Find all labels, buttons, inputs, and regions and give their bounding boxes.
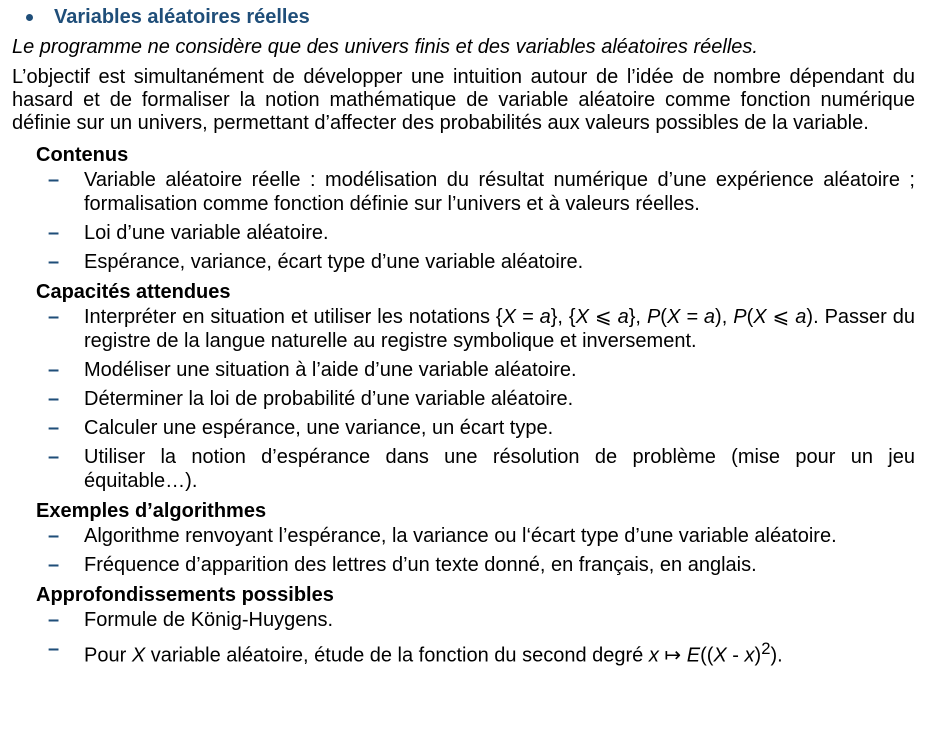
list-item: – Pour X variable aléatoire, étude de la fonction du second degré x ↦ E((X - x)$^2$). bbox=[48, 638, 783, 667]
dash-bullet: – bbox=[48, 638, 60, 660]
section-title-text: Variables aléatoires réelles bbox=[54, 6, 310, 28]
dash-bullet: – bbox=[48, 417, 60, 439]
dash-bullet: – bbox=[48, 169, 60, 191]
capacites-list bbox=[12, 305, 915, 493]
list-item: – Calculer une espérance, une variance, un écart type. bbox=[48, 417, 554, 439]
dash-bullet: – bbox=[48, 306, 60, 328]
list-item: – Modéliser une situation à l’aide d’une variable aléatoire. bbox=[48, 359, 577, 381]
list-item: – Algorithme renvoyant l’espérance, la variance ou l‘écart type d’une variable aléatoire. bbox=[48, 525, 837, 547]
list-item: – Fréquence d’apparition des lettres d’un texte donné, en français, en anglais. bbox=[48, 554, 757, 576]
objective-paragraph: L’objectif est simultanément de développer une intuition autour de l’idée de nombre dépendant du hasard et de formaliser la notion mathématique de variable aléatoire comme fonction numérique définie sur un univers, permettant d’affecter des probabilités aux valeurs possibles de la variable. bbox=[12, 66, 915, 134]
contenus-list bbox=[12, 168, 915, 274]
list-item: – Formule de König-Huygens. bbox=[48, 609, 334, 631]
approfondissements-heading: Approfondissements possibles bbox=[36, 584, 334, 606]
list-item: – Déterminer la loi de probabilité d’une variable aléatoire. bbox=[48, 388, 574, 410]
dash-bullet: – bbox=[48, 525, 60, 547]
algorithmes-heading: Exemples d’algorithmes bbox=[36, 500, 267, 522]
list-item: – Loi d’une variable aléatoire. bbox=[48, 222, 329, 244]
list-item: – Utiliser la notion d’espérance dans une résolution de problème (mise pour un jeu équitable…). bbox=[48, 446, 915, 492]
list-item: – Variable aléatoire réelle : modélisation du résultat numérique d’une expérience aléatoire ; formalisation comme fonction définie sur l’univers et à valeurs réelles. bbox=[48, 169, 915, 215]
dash-bullet: – bbox=[48, 446, 60, 468]
approfondissements-list bbox=[12, 608, 915, 668]
dash-bullet: – bbox=[48, 609, 60, 631]
dash-bullet: – bbox=[48, 554, 60, 576]
section-title bbox=[12, 4, 915, 30]
algorithmes-list bbox=[12, 524, 915, 577]
capacites-heading: Capacités attendues bbox=[36, 281, 231, 303]
list-item: – Interpréter en situation et utiliser les notations {X = a}, {X ⩽ a}, P(X = a), P(X ⩽ a). Passer du registre de la langue naturelle au registre symbolique et inversement. bbox=[48, 306, 916, 352]
dash-bullet: – bbox=[48, 388, 60, 410]
bullet-icon bbox=[26, 14, 33, 21]
contenus-heading: Contenus bbox=[36, 144, 129, 166]
list-item: – Espérance, variance, écart type d’une variable aléatoire. bbox=[48, 251, 584, 273]
dash-bullet: – bbox=[48, 359, 60, 381]
dash-bullet: – bbox=[48, 251, 60, 273]
intro-text: Le programme ne considère que des univers finis et des variables aléatoires réelles. bbox=[12, 36, 758, 58]
dash-bullet: – bbox=[48, 222, 60, 244]
